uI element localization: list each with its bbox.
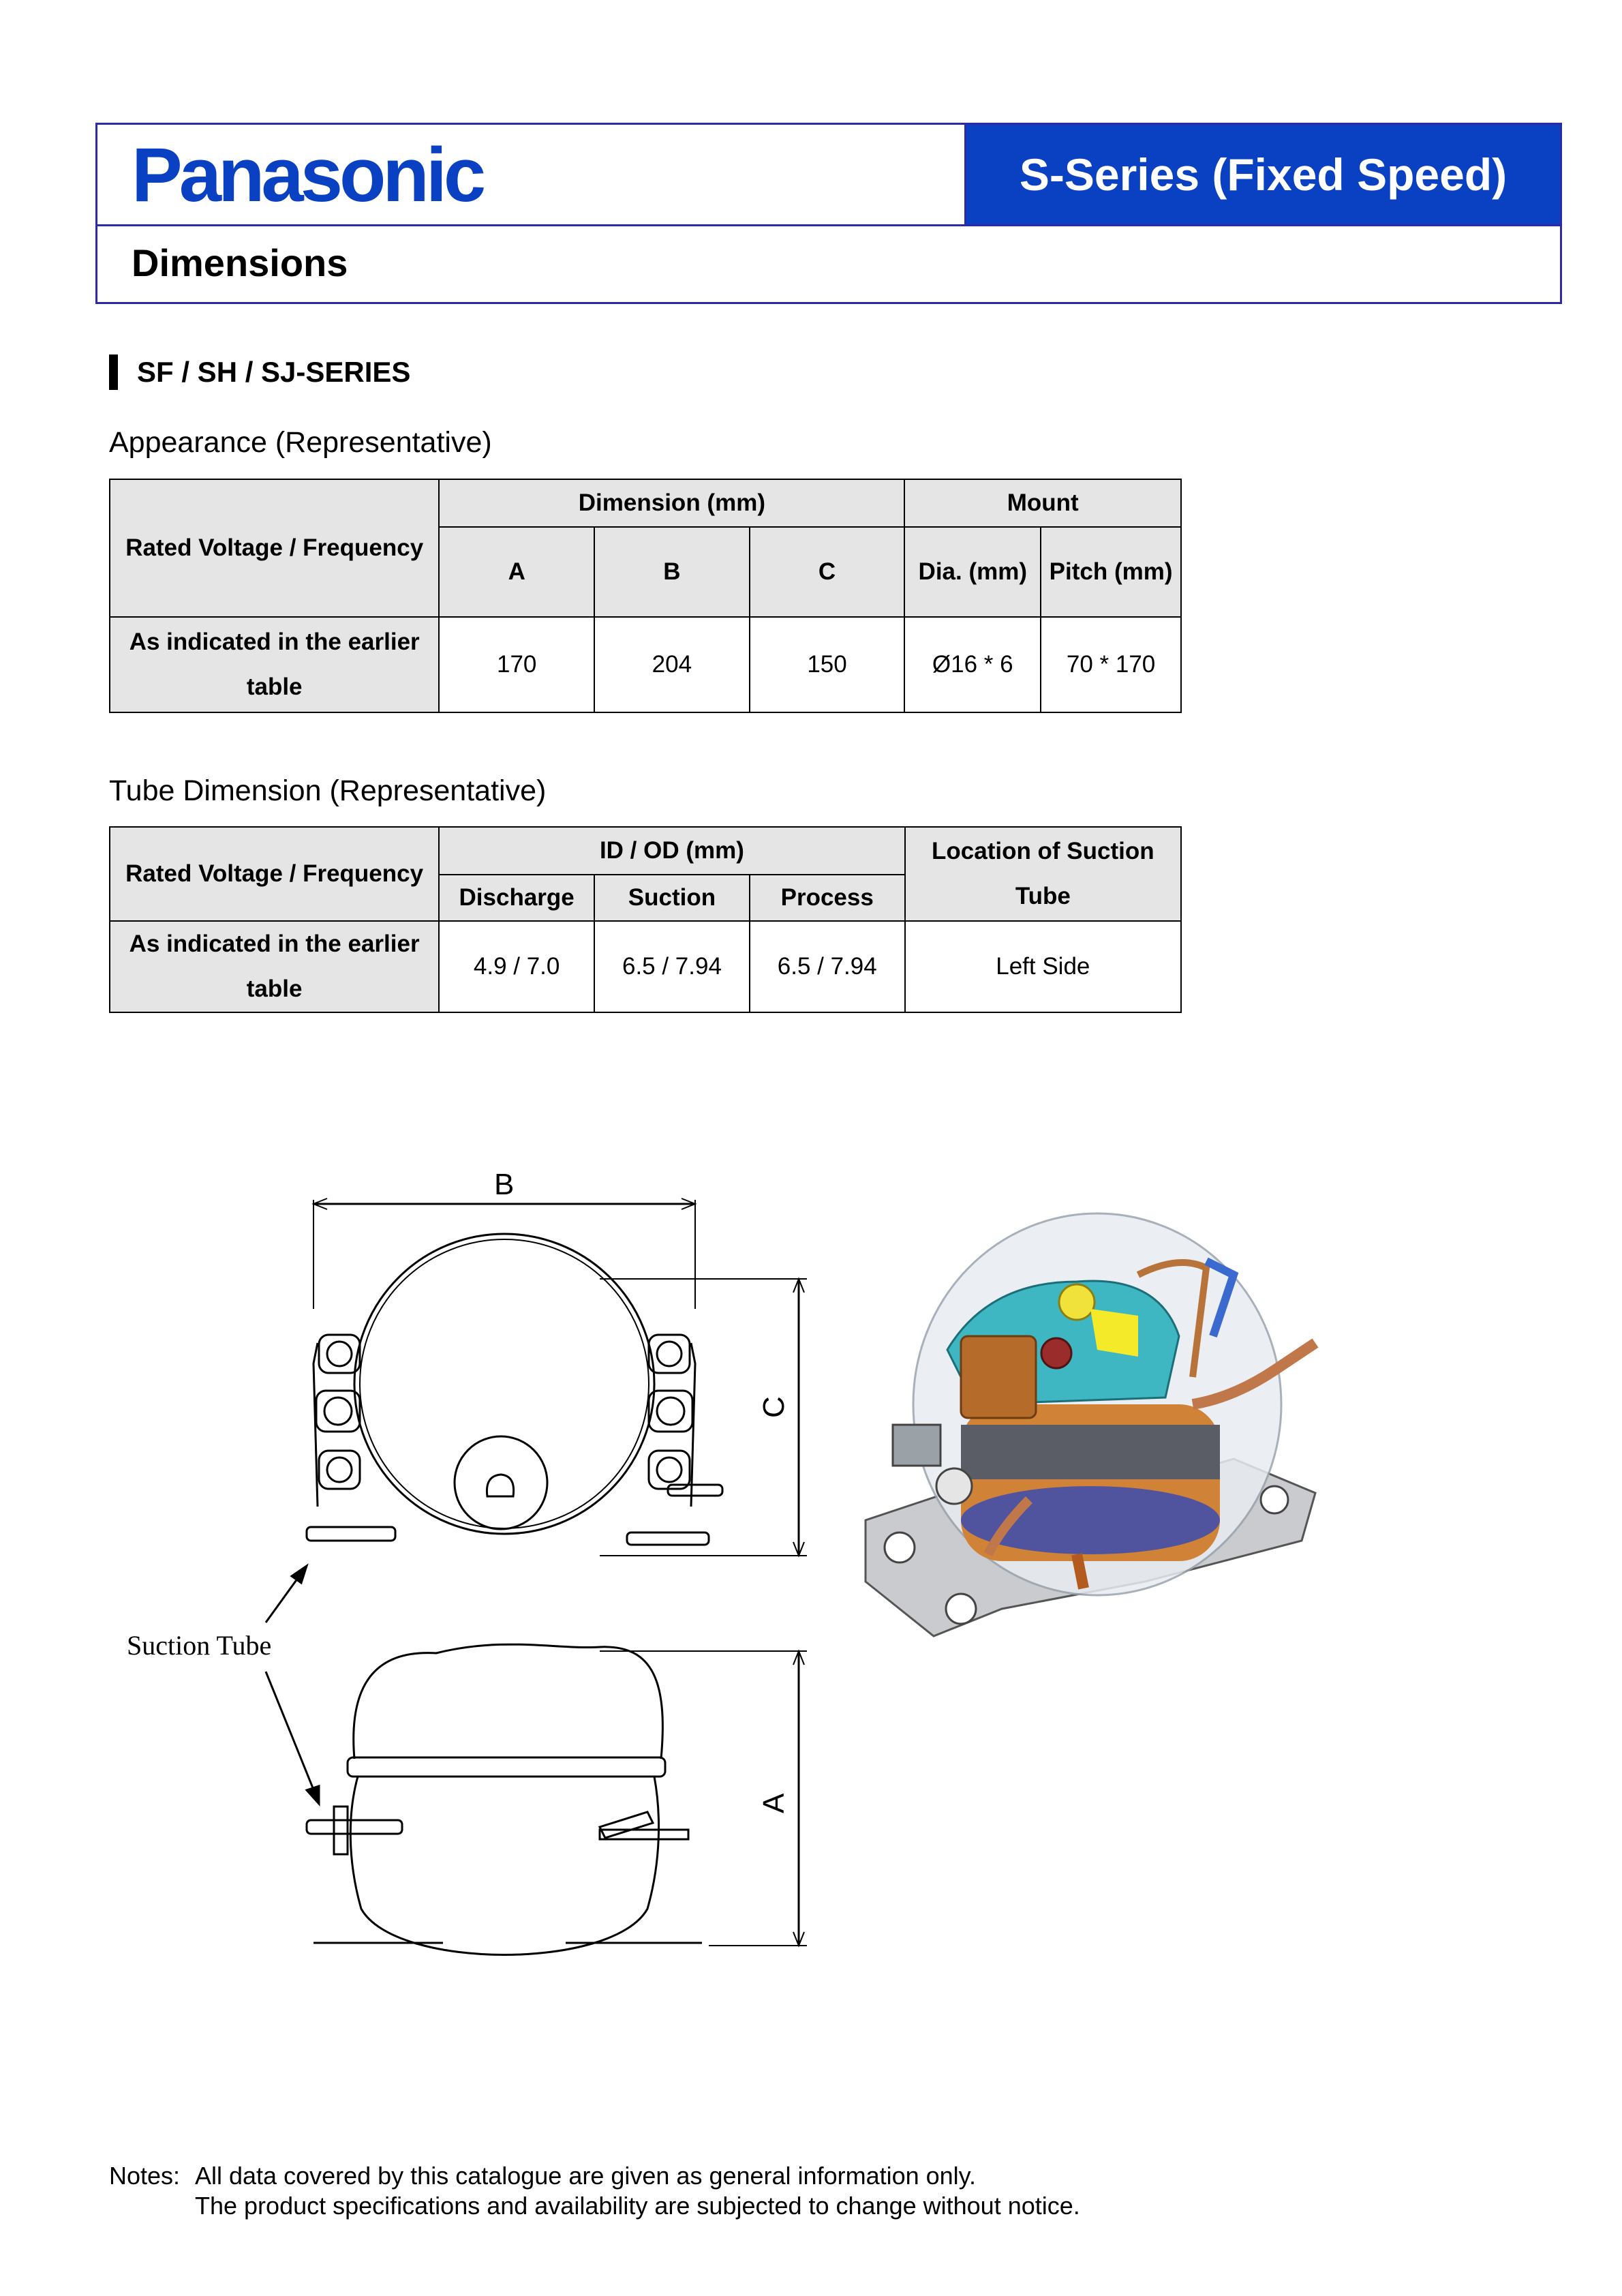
series-subheading: SF / SH / SJ-SERIES	[109, 354, 410, 390]
pitch-header: Pitch (mm)	[1041, 527, 1181, 617]
col-c-header: C	[750, 527, 905, 617]
tube-rated-header: Rated Voltage / Frequency	[110, 827, 439, 921]
rated-voltage-header: Rated Voltage / Frequency	[110, 479, 439, 617]
discharge-header: Discharge	[439, 875, 594, 921]
notes-line-2: The product specifications and availability are subjected to change without notice.	[195, 2192, 1080, 2220]
series-title: S-Series (Fixed Speed)	[964, 125, 1560, 224]
value-suction: 6.5 / 7.94	[594, 921, 750, 1012]
notes	[109, 2161, 1080, 2221]
appearance-caption: Appearance (Representative)	[109, 426, 492, 459]
value-dia: Ø16 * 6	[904, 617, 1041, 712]
location-header: Location of Suction Tube	[905, 827, 1181, 921]
value-discharge: 4.9 / 7.0	[439, 921, 594, 1012]
dia-header: Dia. (mm)	[904, 527, 1041, 617]
suction-header: Suction	[594, 875, 750, 921]
notes-label: Notes:	[109, 2162, 181, 2190]
value-pitch: 70 * 170	[1041, 617, 1181, 712]
value-c: 150	[750, 617, 905, 712]
value-location: Left Side	[905, 921, 1181, 1012]
compressor-illustration	[852, 1200, 1343, 1663]
col-a-header: A	[439, 527, 594, 617]
tube-caption: Tube Dimension (Representative)	[109, 774, 547, 807]
dimension-drawing	[123, 1159, 845, 1977]
section-title: Dimensions	[132, 241, 348, 284]
value-b: 204	[594, 617, 750, 712]
top-view	[307, 1234, 722, 1545]
side-view	[307, 1644, 702, 1954]
dim-c-label: C	[757, 1396, 791, 1418]
header-top	[97, 125, 1560, 226]
dimension-header: Dimension (mm)	[439, 479, 904, 527]
header-box	[95, 123, 1562, 304]
row-label: As indicated in the earlier table	[110, 617, 439, 712]
value-a: 170	[439, 617, 594, 712]
arrow-down	[266, 1672, 315, 1793]
arrow-up	[266, 1573, 301, 1622]
col-b-header: B	[594, 527, 750, 617]
appearance-table	[109, 479, 1182, 713]
dim-b-label: B	[494, 1168, 515, 1201]
process-header: Process	[750, 875, 905, 921]
value-process: 6.5 / 7.94	[750, 921, 905, 1012]
tube-row-label: As indicated in the earlier table	[110, 921, 439, 1012]
suction-tube-label: Suction Tube	[127, 1630, 272, 1661]
tube-table	[109, 826, 1182, 1013]
idod-header: ID / OD (mm)	[439, 827, 904, 875]
dim-a-label: A	[757, 1793, 791, 1813]
mount-header: Mount	[904, 479, 1181, 527]
panasonic-logo: Panasonic	[132, 132, 483, 217]
notes-line-1: All data covered by this catalogue are given as general information only.	[195, 2162, 977, 2190]
